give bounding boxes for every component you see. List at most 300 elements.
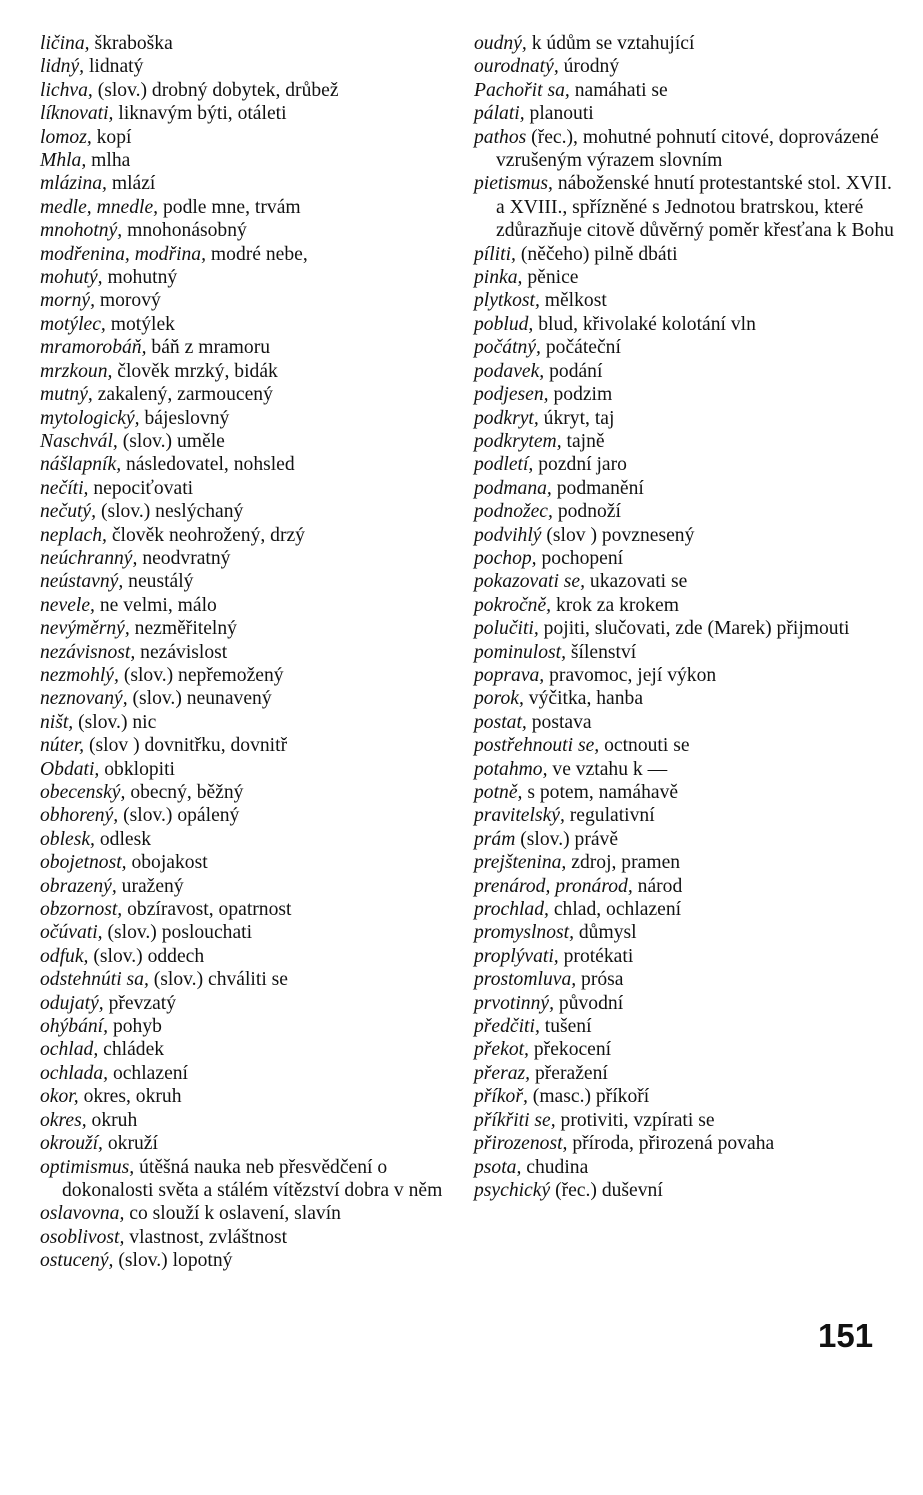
dictionary-entry [474,687,894,710]
dictionary-entry [474,477,894,500]
dictionary-entry [40,781,450,804]
entry-headword: očúvati, [40,922,103,944]
entry-headword: překot, [474,1039,529,1061]
entry-headword: medle, mnedle, [40,196,159,218]
page-number: 151 [818,1317,874,1354]
entry-headword: podjesen, [474,384,549,406]
entry-headword: obrazený, [40,875,117,897]
dictionary-entry [40,711,450,734]
dictionary-entry [40,687,450,710]
entry-headword: lidný, [40,56,85,78]
dictionary-entry [474,992,894,1015]
entry-definition: pozdní jaro [538,454,627,476]
entry-definition: obecný, běžný [130,782,244,803]
entry-definition: obklopiti [104,758,175,780]
dictionary-entry [474,55,894,78]
entry-definition: výčitka, hanba [528,688,644,710]
entry-definition: morový [99,290,161,312]
entry-headword: optimismus, [40,1156,135,1178]
entry-headword: pálati, [474,103,525,125]
dictionary-entry [474,547,894,570]
dictionary-entry [40,1202,450,1225]
dictionary-entry [40,758,450,781]
entry-headword: prejštenina, [474,852,567,874]
entry-definition: původní [558,992,624,1014]
entry-definition: okruží [107,1133,158,1155]
entry-definition: člověk neohrožený, drzý [111,524,305,546]
entry-headword: ništ, [40,711,74,733]
entry-definition: krok za krokem [555,594,679,616]
entry-headword: poprava, [474,664,545,686]
entry-headword: motýlec, [40,313,106,335]
entry-headword: ochlada, [40,1062,109,1084]
entry-headword: pominulost, [474,641,566,663]
dictionary-entry [474,570,894,593]
entry-definition: nezávislost [140,641,228,663]
dictionary-entry [40,1109,450,1132]
entry-definition: chládek [103,1039,165,1061]
entry-headword: Obdati, [40,758,100,780]
entry-headword: podavek, [474,360,545,382]
dictionary-entry [474,102,894,125]
dictionary-entry [40,828,450,851]
entry-definition: (slov.) uměle [122,430,225,452]
dictionary-entry [40,126,450,149]
dictionary-entry [40,149,450,172]
entry-headword: polučiti, [474,618,539,640]
entry-definition: (slov.) oddech [93,945,205,967]
entry-headword: obhorený, [40,805,119,827]
dictionary-entry [474,126,894,173]
entry-headword: Pachořit sa, [474,79,570,101]
dictionary-entry [474,711,894,734]
entry-definition: důmysl [578,922,637,944]
entry-definition: protékati [563,945,634,967]
entry-headword: plytkost, [474,290,540,312]
dictionary-entry [40,524,450,547]
entry-headword: pokročně, [474,594,552,616]
dictionary-entry [474,313,894,336]
dictionary-entry [474,875,894,898]
entry-definition: mnohonásobný [127,220,247,242]
entry-definition: překocení [533,1039,612,1061]
entry-headword: psota, [474,1156,522,1178]
entry-headword: nevýměrný, [40,618,130,640]
entry-headword: neústavný, [40,571,124,593]
entry-headword: okrouží, [40,1133,103,1155]
dictionary-entry [40,360,450,383]
entry-headword: oudný, [474,33,527,54]
entry-headword: poblud, [474,313,534,335]
entry-headword: mutný, [40,384,93,406]
dictionary-entry [40,453,450,476]
dictionary-entry [40,1249,450,1272]
entry-definition: (slov.) nepřemožený [123,664,284,686]
entry-headword: okres, [40,1109,87,1131]
entry-definition: šílenství [570,641,637,663]
entry-headword: prvotinný, [474,992,554,1014]
entry-headword: Naschvál, [40,430,118,452]
entry-headword: mrzkoun, [40,360,113,382]
dictionary-entry [40,617,450,640]
entry-headword: mramorobáň, [40,337,147,359]
entry-definition: podmanění [556,477,644,499]
dictionary-entry [474,1132,894,1155]
entry-headword: obecenský, [40,782,126,803]
entry-definition: (slov.) drobný dobytek, drůbež [97,79,339,101]
dictionary-entry [40,1226,450,1249]
entry-headword: přirozenost, [474,1133,568,1155]
entry-headword: příkoř, [474,1086,528,1108]
entry-definition: s potem, namáhavě [527,782,679,803]
entry-definition: liknavým býti, otáleti [118,103,287,125]
entry-definition: pochopení [541,547,624,569]
entry-definition: (slov ) povznesený [546,524,695,546]
entry-definition: (slov.) právě [520,828,619,850]
entry-headword: mytologický, [40,407,140,429]
entry-headword: postat, [474,711,527,733]
left-column [40,32,450,1273]
dictionary-entry [474,524,894,547]
entry-definition: neodvratný [142,547,231,569]
entry-headword: lomoz, [40,126,92,148]
entry-definition: počáteční [545,337,621,359]
dictionary-entry [474,500,894,523]
entry-headword: pinka, [474,267,523,289]
entry-definition: podání [549,360,603,382]
entry-definition: kopí [96,126,132,148]
dictionary-entry [474,898,894,921]
dictionary-entry [40,992,450,1015]
dictionary-entry [40,875,450,898]
entry-headword: ličina, [40,33,90,54]
dictionary-entry [40,851,450,874]
entry-headword: morný, [40,290,95,312]
dictionary-entry [40,1038,450,1061]
dictionary-entry [40,1062,450,1085]
entry-headword: pravitelský, [474,805,565,827]
dictionary-entry [40,336,450,359]
dictionary-entry [474,1038,894,1061]
dictionary-entry [474,1156,894,1179]
entry-definition: člověk mrzký, bidák [117,360,278,382]
entry-definition: okruh [91,1109,138,1131]
entry-definition: příroda, přirozená povaha [572,1133,775,1155]
entry-headword: neplach, [40,524,107,546]
entry-definition: planouti [529,103,594,125]
dictionary-entry [474,945,894,968]
entry-definition: zakalený, zarmoucený [97,384,273,406]
entry-headword: lichva, [40,79,93,101]
entry-definition: (slov.) neslýchaný [100,501,244,523]
entry-headword: obojetnost, [40,852,127,874]
dictionary-entry [474,172,894,242]
dictionary-entry [40,219,450,242]
entry-definition: (masc.) příkoří [532,1086,650,1108]
dictionary-entry [474,921,894,944]
entry-definition: mlází [111,173,156,195]
entry-headword: nášlapník, [40,454,122,476]
entry-definition: pěnice [527,267,579,289]
entry-headword: líknovati, [40,103,114,125]
entry-headword: nezmohlý, [40,664,119,686]
dictionary-entry [474,32,894,55]
dictionary-entry [40,1132,450,1155]
dictionary-entry [40,172,450,195]
entry-headword: oslavovna, [40,1203,125,1225]
dictionary-entry [474,1109,894,1132]
entry-definition: mělkost [544,290,607,312]
dictionary-entry [474,407,894,430]
entry-headword: ochlad, [40,1039,99,1061]
entry-definition: báň z mramoru [151,337,271,359]
entry-definition: tušení [544,1016,592,1038]
entry-definition: regulativní [569,805,655,827]
entry-definition: (slov.) lopotný [118,1250,233,1272]
entry-definition: co slouží k oslavení, slavín [129,1203,341,1225]
entry-headword: neúchranný, [40,547,138,569]
entry-headword: osoblivost, [40,1226,125,1248]
entry-headword: pokazovati se, [474,571,586,593]
entry-headword: porok, [474,688,524,710]
dictionary-entry [40,1015,450,1038]
entry-headword: promyslnost, [474,922,574,944]
entry-headword: okor, [40,1086,79,1108]
dictionary-entry [474,594,894,617]
entry-definition: postava [531,711,592,733]
entry-definition: mohutný [107,267,178,289]
dictionary-entry [474,79,894,102]
entry-definition: podnoží [557,501,621,523]
entry-headword: nevele, [40,594,95,616]
entry-definition: pojiti, slučovati, zde (Marek) přijmouti [543,618,850,640]
dictionary-entry [40,734,450,757]
entry-definition: úkryt, taj [543,407,615,429]
dictionary-entry [474,804,894,827]
entry-headword: oblesk, [40,828,95,850]
entry-definition: prósa [581,969,624,991]
entry-definition: namáhati se [574,79,668,101]
entry-headword: neznovaný, [40,688,128,710]
entry-definition: podle mne, trvám [162,196,301,218]
dictionary-entry [474,453,894,476]
entry-definition: ochlazení [112,1062,189,1084]
entry-headword: nečutý, [40,501,97,523]
entry-definition: (něčeho) pilně dbáti [520,243,678,265]
entry-headword: prenárod, pronárod, [474,875,633,897]
entry-definition: (slov.) chváliti se [153,969,288,991]
dictionary-entry [40,289,450,312]
dictionary-entry [40,547,450,570]
dictionary-entry [474,1015,894,1038]
entry-headword: počátný, [474,337,541,359]
entry-definition: neustálý [128,571,194,593]
entry-headword: ostucený, [40,1250,114,1272]
dictionary-entry [474,617,894,640]
dictionary-entry [40,1085,450,1108]
entry-headword: podvihlý [474,524,542,546]
dictionary-entry [474,336,894,359]
entry-headword: mohutý, [40,267,103,289]
entry-headword: podletí, [474,454,534,476]
dictionary-entry [40,921,450,944]
dictionary-entry [474,781,894,804]
dictionary-entry [474,641,894,664]
entry-definition: protiviti, vzpírati se [560,1109,715,1131]
entry-headword: obzornost, [40,899,123,921]
entry-definition: modré nebe, [210,243,308,265]
dictionary-entry [474,1062,894,1085]
dictionary-entry [40,32,450,55]
dictionary-entry [474,289,894,312]
right-column [474,32,894,1202]
dictionary-entry [40,243,450,266]
entry-headword: nezávisnost, [40,641,136,663]
dictionary-entry [40,1156,450,1203]
entry-headword: přeraz, [474,1062,531,1084]
entry-definition: pohyb [112,1016,162,1038]
dictionary-entry [40,79,450,102]
entry-definition: podzim [553,384,613,406]
entry-headword: núter, [40,735,85,757]
entry-definition: (slov.) nic [78,711,157,733]
entry-headword: prám [474,828,516,850]
dictionary-entry [474,968,894,991]
dictionary-entry [40,570,450,593]
entry-headword: odstehnúti sa, [40,969,149,991]
entry-definition: (řec.), mohutné pohnutí citové, doprovázené vzrušeným výrazem slovním [496,126,879,172]
entry-headword: postřehnouti se, [474,735,600,757]
entry-definition: (slov ) dovnitřku, dovnitř [89,735,288,757]
dictionary-entry [474,1085,894,1108]
dictionary-entry [40,594,450,617]
entry-definition: (slov.) poslouchati [107,922,253,944]
entry-headword: podnožec, [474,501,553,523]
entry-headword: předčiti, [474,1016,540,1038]
entry-headword: podkryt, [474,407,539,429]
dictionary-entry [40,968,450,991]
entry-headword: pochop, [474,547,537,569]
dictionary-entry [474,383,894,406]
entry-definition: nepociťovati [93,477,194,499]
entry-headword: příkřiti se, [474,1109,556,1131]
entry-headword: odfuk, [40,945,89,967]
entry-definition: úrodný [563,56,620,78]
dictionary-entry [40,196,450,219]
entry-definition: převzatý [108,992,177,1014]
dictionary-entry [474,430,894,453]
dictionary-entry [474,734,894,757]
entry-definition: útěšná nauka neb přesvědčení o dokonalosti světa a stálém vítězství dobra v něm [62,1156,443,1201]
entry-headword: potně, [474,782,523,803]
entry-headword: pathos [474,126,527,148]
entry-definition: (řec.) duševní [555,1179,663,1201]
entry-definition: náboženské hnutí protestantské stol. XVII. a XVIII., spřízněné s Jednotou bratrskou, které zdůrazňuje citově důvěrný poměr křesťana k Bohu [496,173,894,242]
entry-headword: proplývati, [474,945,559,967]
dictionary-entry [474,360,894,383]
entry-definition: vlastnost, zvláštnost [129,1226,288,1248]
dictionary-entry [40,313,450,336]
dictionary-entry [40,407,450,430]
dictionary-entry [40,102,450,125]
dictionary-entry [40,664,450,687]
entry-definition: přeražení [534,1062,608,1084]
entry-definition: odlesk [99,828,152,850]
entry-headword: mnohotný, [40,220,123,242]
dictionary-entry [474,243,894,266]
entry-definition: tajně [566,430,605,452]
entry-definition: škraboška [94,33,173,54]
entry-headword: podmana, [474,477,552,499]
entry-definition: (slov.) neunavený [132,688,272,710]
dictionary-entry [474,664,894,687]
entry-headword: Mhla, [40,150,87,172]
entry-definition: motýlek [110,313,175,335]
entry-definition: obzíravost, opatrnost [127,899,292,921]
entry-definition: uražený [121,875,184,897]
entry-headword: psychický [474,1179,551,1201]
dictionary-entry [40,641,450,664]
entry-headword: potahmo, [474,758,548,780]
dictionary-entry [40,266,450,289]
entry-headword: nečíti, [40,477,89,499]
entry-headword: podkrytem, [474,430,562,452]
entry-headword: píliti, [474,243,516,265]
entry-definition: lidnatý [88,56,144,78]
entry-definition: k údům se vztahující [531,33,695,54]
dictionary-entry [40,500,450,523]
dictionary-entry [474,851,894,874]
entry-definition: pravomoc, její výkon [549,664,717,686]
entry-definition: blud, křivolaké kolotání vln [538,313,756,335]
dictionary-entry [40,383,450,406]
entry-definition: chudina [526,1156,589,1178]
entry-definition: obojakost [131,852,208,874]
entry-definition: ne velmi, málo [99,594,217,616]
entry-headword: prostomluva, [474,969,577,991]
dictionary-entry [40,477,450,500]
entry-definition: ve vztahu k — [552,758,668,780]
entry-definition: následovatel, nohsled [126,454,295,476]
entry-headword: prochlad, [474,899,549,921]
entry-definition: zdroj, pramen [571,852,681,874]
entry-definition: chlad, ochlazení [553,899,682,921]
dictionary-entry [474,828,894,851]
dictionary-entry [40,804,450,827]
entry-definition: okres, okruh [83,1086,182,1108]
entry-definition: ukazovati se [589,571,688,593]
entry-definition: octnouti se [604,735,690,757]
entry-headword: pietismus, [474,173,553,195]
entry-headword: mlázina, [40,173,107,195]
dictionary-entry [474,758,894,781]
entry-definition: mlha [91,150,131,172]
dictionary-entry [40,430,450,453]
entry-definition: bájeslovný [144,407,230,429]
entry-headword: modřenina, modřina, [40,243,207,265]
dictionary-entry [40,55,450,78]
dictionary-entry [474,266,894,289]
entry-headword: ourodnatý, [474,56,559,78]
dictionary-entry [40,945,450,968]
dictionary-entry [40,898,450,921]
entry-definition: nezměřitelný [134,618,237,640]
entry-definition: národ [637,875,683,897]
entry-headword: odujatý, [40,992,104,1014]
entry-definition: (slov.) opálený [123,805,240,827]
entry-headword: ohýbání, [40,1016,109,1038]
dictionary-entry [474,1179,894,1202]
